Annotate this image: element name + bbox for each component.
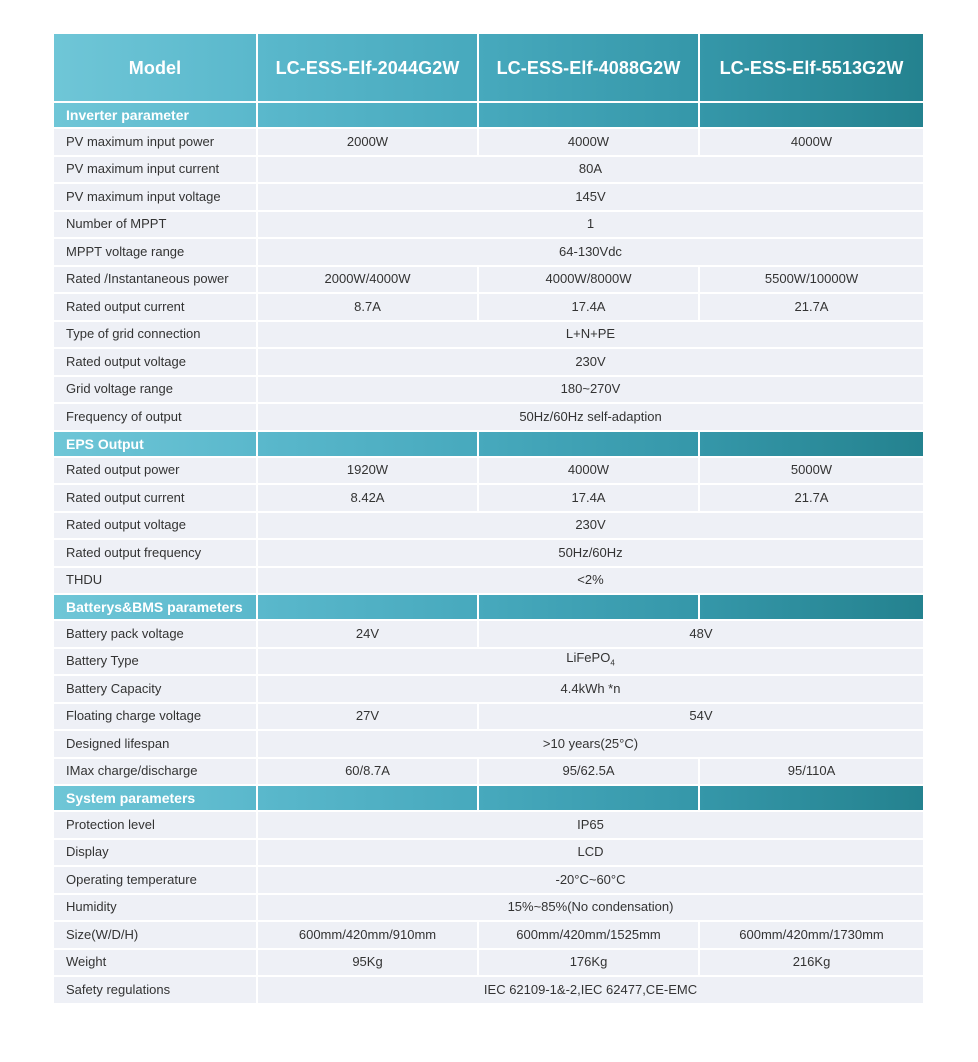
row-label: Safety regulations — [54, 977, 256, 1003]
value-cell: 21.7A — [700, 485, 923, 511]
value-cell: 95/62.5A — [479, 759, 698, 785]
value-cell: IEC 62109-1&-2,IEC 62477,CE-EMC — [258, 977, 923, 1003]
table-header-row — [54, 34, 923, 101]
value-cell: 21.7A — [700, 294, 923, 320]
row-label: Number of MPPT — [54, 212, 256, 238]
table-row — [54, 922, 923, 948]
value-cell: >10 years(25°C) — [258, 731, 923, 757]
value-cell: 48V — [479, 621, 923, 647]
value-cell: 54V — [479, 704, 923, 730]
value-cell: 1920W — [258, 458, 477, 484]
value-cell: IP65 — [258, 812, 923, 838]
table-row — [54, 621, 923, 647]
section-title: Batterys&BMS parameters — [54, 595, 256, 619]
row-label: Protection level — [54, 812, 256, 838]
value-cell: 8.42A — [258, 485, 477, 511]
section-header-cell — [258, 432, 477, 456]
value-cell: 5000W — [700, 458, 923, 484]
section-header-cell — [258, 786, 477, 810]
row-label: Grid voltage range — [54, 377, 256, 403]
section-header-row — [54, 786, 923, 810]
row-label: IMax charge/discharge — [54, 759, 256, 785]
section-header-cell — [258, 595, 477, 619]
model-column-header: LC-ESS-Elf-2044G2W — [258, 34, 477, 101]
row-label: Type of grid connection — [54, 322, 256, 348]
value-cell: 600mm/420mm/1525mm — [479, 922, 698, 948]
value-cell: 216Kg — [700, 950, 923, 976]
table-row — [54, 676, 923, 702]
section-header-cell — [479, 786, 698, 810]
value-cell: 4000W — [479, 129, 698, 155]
section-header-cell — [479, 595, 698, 619]
value-cell: 5500W/10000W — [700, 267, 923, 293]
value-cell: L+N+PE — [258, 322, 923, 348]
table-row — [54, 184, 923, 210]
row-label: PV maximum input current — [54, 157, 256, 183]
section-title: EPS Output — [54, 432, 256, 456]
table-row — [54, 568, 923, 594]
row-label: Rated /Instantaneous power — [54, 267, 256, 293]
value-cell: 95Kg — [258, 950, 477, 976]
value-cell: 95/110A — [700, 759, 923, 785]
section-title: System parameters — [54, 786, 256, 810]
row-label: Size(W/D/H) — [54, 922, 256, 948]
table-row — [54, 157, 923, 183]
value-cell: 2000W/4000W — [258, 267, 477, 293]
value-cell: 50Hz/60Hz self-adaption — [258, 404, 923, 430]
row-label: Rated output current — [54, 294, 256, 320]
row-label: Designed lifespan — [54, 731, 256, 757]
table-row — [54, 950, 923, 976]
value-cell: 176Kg — [479, 950, 698, 976]
table-row — [54, 540, 923, 566]
value-cell: 230V — [258, 349, 923, 375]
row-label: Battery Type — [54, 649, 256, 675]
row-label: PV maximum input power — [54, 129, 256, 155]
row-label: Rated output voltage — [54, 513, 256, 539]
model-header: Model — [54, 34, 256, 101]
table-row — [54, 458, 923, 484]
section-header-cell — [700, 786, 923, 810]
row-label: Rated output voltage — [54, 349, 256, 375]
table-row — [54, 294, 923, 320]
table-row — [54, 812, 923, 838]
table-row — [54, 759, 923, 785]
table-row — [54, 485, 923, 511]
table-row — [54, 731, 923, 757]
table-row — [54, 977, 923, 1003]
value-cell: 8.7A — [258, 294, 477, 320]
value-cell: 230V — [258, 513, 923, 539]
row-label: MPPT voltage range — [54, 239, 256, 265]
value-cell: 600mm/420mm/910mm — [258, 922, 477, 948]
row-label: Battery pack voltage — [54, 621, 256, 647]
value-cell: 64-130Vdc — [258, 239, 923, 265]
value-cell: 80A — [258, 157, 923, 183]
value-cell: 145V — [258, 184, 923, 210]
model-column-header: LC-ESS-Elf-4088G2W — [479, 34, 698, 101]
value-cell: 4000W — [700, 129, 923, 155]
value-cell: 4000W/8000W — [479, 267, 698, 293]
table-row — [54, 212, 923, 238]
spec-table — [52, 32, 925, 1005]
model-column-header: LC-ESS-Elf-5513G2W — [700, 34, 923, 101]
section-header-cell — [700, 103, 923, 127]
table-row — [54, 649, 923, 675]
table-row — [54, 404, 923, 430]
value-cell: 180~270V — [258, 377, 923, 403]
section-header-cell — [479, 103, 698, 127]
row-label: Rated output current — [54, 485, 256, 511]
value-cell: 4.4kWh *n — [258, 676, 923, 702]
row-label: Floating charge voltage — [54, 704, 256, 730]
value-cell: 17.4A — [479, 294, 698, 320]
value-cell: 50Hz/60Hz — [258, 540, 923, 566]
value-cell: 60/8.7A — [258, 759, 477, 785]
value-cell: <2% — [258, 568, 923, 594]
row-label: Battery Capacity — [54, 676, 256, 702]
table-row — [54, 867, 923, 893]
row-label: PV maximum input voltage — [54, 184, 256, 210]
value-cell: -20°C~60°C — [258, 867, 923, 893]
value-cell: 15%~85%(No condensation) — [258, 895, 923, 921]
value-cell: 2000W — [258, 129, 477, 155]
section-header-cell — [700, 432, 923, 456]
value-cell: 4000W — [479, 458, 698, 484]
section-header-cell — [479, 432, 698, 456]
table-row — [54, 349, 923, 375]
value-cell: 600mm/420mm/1730mm — [700, 922, 923, 948]
row-label: Display — [54, 840, 256, 866]
row-label: Humidity — [54, 895, 256, 921]
value-cell: 27V — [258, 704, 477, 730]
table-row — [54, 267, 923, 293]
value-cell: 24V — [258, 621, 477, 647]
section-header-row — [54, 103, 923, 127]
section-header-cell — [258, 103, 477, 127]
value-cell: LCD — [258, 840, 923, 866]
table-row — [54, 129, 923, 155]
table-row — [54, 840, 923, 866]
row-label: Frequency of output — [54, 404, 256, 430]
value-cell: 17.4A — [479, 485, 698, 511]
table-row — [54, 895, 923, 921]
row-label: Weight — [54, 950, 256, 976]
table-row — [54, 513, 923, 539]
section-header-cell — [700, 595, 923, 619]
row-label: Operating temperature — [54, 867, 256, 893]
row-label: Rated output frequency — [54, 540, 256, 566]
table-row — [54, 322, 923, 348]
table-row — [54, 704, 923, 730]
row-label: THDU — [54, 568, 256, 594]
section-header-row — [54, 432, 923, 456]
table-row — [54, 377, 923, 403]
row-label: Rated output power — [54, 458, 256, 484]
section-header-row — [54, 595, 923, 619]
value-cell: LiFePO$_4$ — [258, 649, 923, 675]
section-title: Inverter parameter — [54, 103, 256, 127]
value-cell: 1 — [258, 212, 923, 238]
table-row — [54, 239, 923, 265]
